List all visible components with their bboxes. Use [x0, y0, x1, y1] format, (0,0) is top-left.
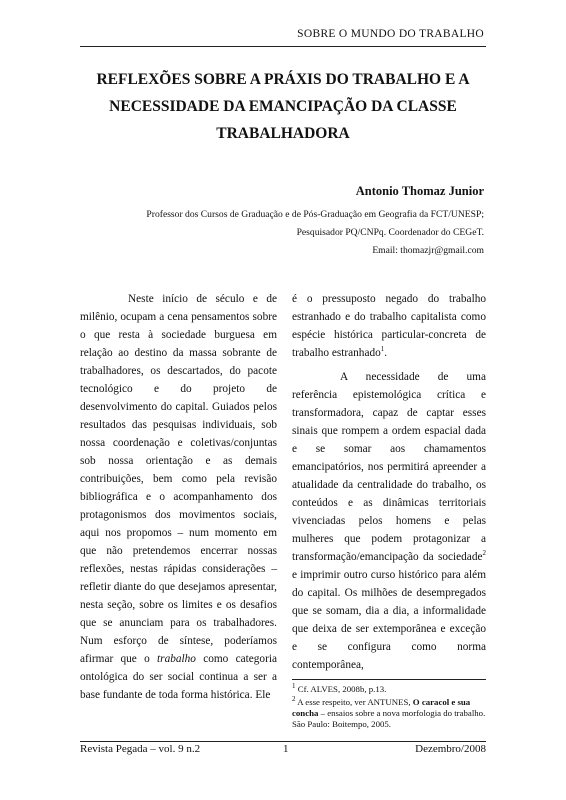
footnote-text: A esse respeito, ver ANTUNES,	[297, 697, 411, 707]
author-affiliation-2: Pesquisador PQ/CNPq. Coordenador do CEGeT.	[296, 227, 484, 238]
footnote-1	[292, 684, 486, 695]
body-paragraph-3-end: e imprimir outro curso histórico para além do capital. Os milhões de desempregados que se somam, dia a dia, a informalidade que deixa de ser extemporânea e exceção e se configura como norma contemporânea,	[292, 569, 486, 671]
body-paragraph-2-end: .	[384, 347, 388, 359]
footnote-text: Cf. ALVES, 2008b, p.13.	[297, 684, 387, 694]
body-paragraph-1: Neste início de século e de milênio, ocupam a cena pensamentos sobre o que resta à sociedade burguesa em relação ao destino da massa sobrante de trabalhadores, os descartados, do pacote tecnológico e do projeto de desenvolvimento do capital. Guiados pelos resultados das pesquisas individuais, sob nossa coordenação e coletivas/conjuntas sob nossa orientação e as demais contribuições, bem como pela revisão bibliográfica e o acompanhamento dos protagonismos dos movimentos sociais, aqui nos propomos – num momento em que não pretendemos encerrar nossas reflexões, nestas rápidas considerações – refletir diante do que desejamos apresentar, nesta seção, sobre os limites e os desafios que se anunciam para os trabalhadores. Num esforço de síntese, poderíamos afirmar que o	[80, 293, 277, 665]
italic-term: trabalho	[157, 653, 196, 665]
body-paragraph-3: A necessidade de uma referência epistemológica crítica e transformadora, capaz de captar esses sinais que rompem a ordem espacial dada e se somar aos chamamentos emancipatórios, nos permitirá apreender a atualidade da centralidade do trabalho, os conteúdos e as dinâmicas territoriais vivenciadas pelos homens e pelas mulheres que podem protagonizar a transformação/emancipação da sociedade	[292, 371, 486, 563]
running-head: SOBRE O MUNDO DO TRABALHO	[297, 28, 484, 40]
footnote-text-end: – ensaios sobre a nova morfologia do trabalho. São Paulo: Boitempo, 2005.	[292, 708, 486, 729]
footnote-number: 1	[292, 682, 296, 691]
body-paragraph-1-end: como categoria ontológica do ser social continua a ser a base fundante de toda forma histórica. Ele	[80, 653, 277, 701]
page-number: 1	[283, 743, 289, 755]
footnote-rule	[292, 679, 486, 680]
footnote-2	[292, 697, 486, 730]
footer-date: Dezembro/2008	[415, 743, 486, 755]
body-left-column	[80, 290, 277, 704]
footnote-ref-1[interactable]: 1	[380, 345, 385, 354]
footnote-ref-2[interactable]: 2	[482, 549, 486, 558]
footnote-number: 2	[292, 695, 296, 704]
header-rule	[80, 46, 486, 47]
footer-rule	[80, 741, 486, 742]
author-email: Email: thomazjr@gmail.com	[372, 245, 484, 256]
body-right-column	[292, 290, 486, 674]
footer-journal: Revista Pegada – vol. 9 n.2	[80, 743, 201, 755]
body-paragraph-2: é o pressuposto negado do trabalho estranhado e do trabalho capitalista como espécie histórica particular-concreta de trabalho estranhado	[292, 293, 486, 359]
author-affiliation: Professor dos Cursos de Graduação e de Pós-Graduação em Geografia da FCT/UNESP;	[146, 209, 484, 220]
author-name: Antonio Thomaz Junior	[355, 184, 484, 198]
footnote-book-title: O caracol e sua concha	[292, 697, 471, 718]
article-title: REFLEXÕES SOBRE A PRÁXIS DO TRABALHO E A NECESSIDADE DA EMANCIPAÇÃO DA CLASSE TRABALHADORA	[96, 71, 470, 142]
